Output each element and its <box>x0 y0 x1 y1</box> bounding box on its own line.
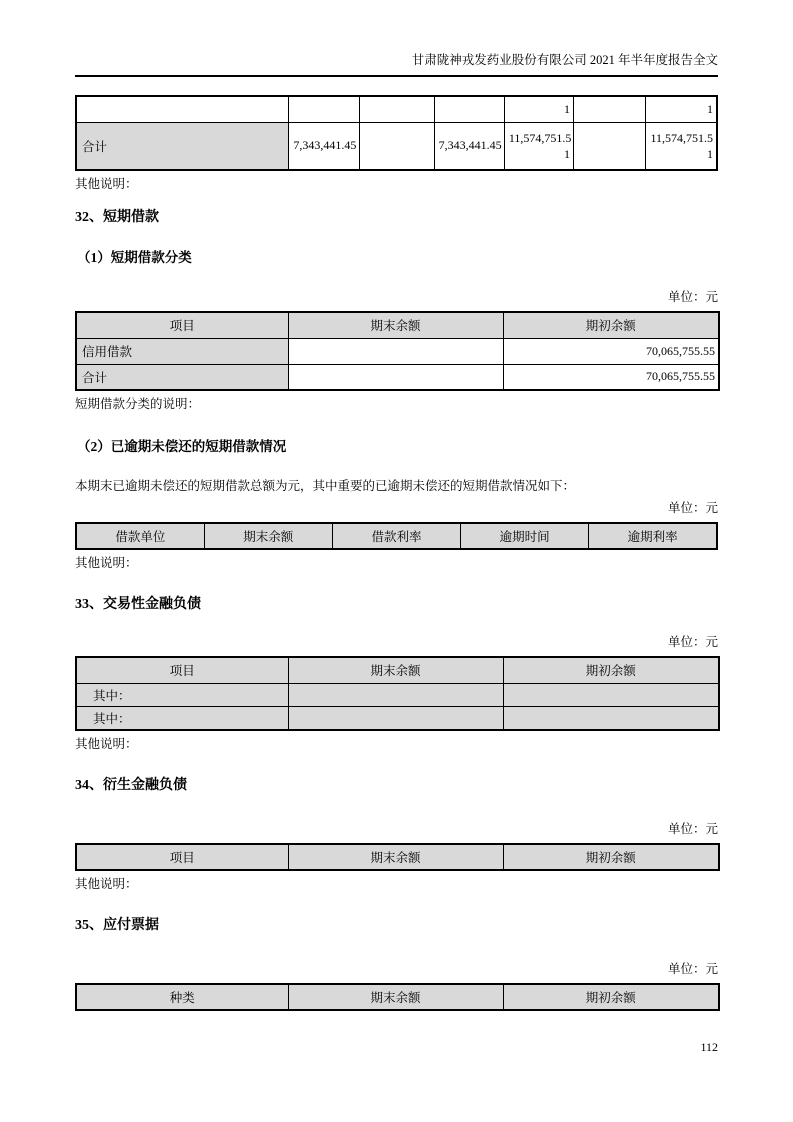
table-cell: 信用借款 <box>76 338 288 364</box>
table-row <box>76 364 719 390</box>
table-cell <box>574 96 646 122</box>
table-cell <box>504 122 573 170</box>
table-header-row <box>76 657 719 683</box>
column-header: 逾期时间 <box>461 523 589 549</box>
header-title: 甘肃陇神戎发药业股份有限公司 2021 年半年度报告全文 <box>411 53 718 67</box>
trading-liabilities-table <box>75 656 720 731</box>
overdue-loans-paragraph: 本期末已逾期未偿还的短期借款总额为元，其中重要的已逾期未偿还的短期借款情况如下： <box>75 479 576 493</box>
column-header: 期初余额 <box>503 844 719 870</box>
section-32-2-heading: （2）已逾期未偿还的短期借款情况 <box>77 439 287 454</box>
table-header-row <box>76 844 719 870</box>
table-cell: 1 <box>504 96 573 122</box>
other-notes-label: 其他说明： <box>75 177 138 191</box>
table-cell <box>288 338 503 364</box>
table-cell <box>288 683 503 706</box>
table-cell <box>646 122 717 170</box>
unit-label: 单位：元 <box>667 635 718 649</box>
notes-payable-table <box>75 983 720 1011</box>
table-header-row <box>76 984 719 1010</box>
document-header <box>75 0 718 77</box>
table-cell: 1 <box>646 96 717 122</box>
table-cell: 其中： <box>76 706 288 730</box>
column-header: 借款利率 <box>332 523 460 549</box>
table-row <box>76 338 719 364</box>
cell-line: 1 <box>707 146 713 161</box>
section-33-heading: 33、交易性金融负债 <box>75 597 201 612</box>
other-notes-label: 其他说明： <box>75 556 138 570</box>
table-row <box>76 122 717 170</box>
table-cell <box>288 364 503 390</box>
unit-label: 单位：元 <box>667 821 718 836</box>
overdue-loans-table <box>75 522 718 550</box>
column-header: 项目 <box>76 312 288 338</box>
table-cell: 70,065,755.55 <box>503 364 719 390</box>
table-cell <box>574 122 646 170</box>
table-cell <box>360 122 434 170</box>
table-cell: 其中： <box>76 683 288 706</box>
column-header: 期初余额 <box>503 312 719 338</box>
table-cell <box>503 706 719 730</box>
table-header-row <box>76 523 717 549</box>
derivative-liabilities-table <box>75 843 720 871</box>
loan-classification-table <box>75 311 720 391</box>
section-34-heading: 34、衍生金融负债 <box>75 777 187 793</box>
table-cell: 7,343,441.45 <box>434 122 504 170</box>
table-cell: 合计 <box>76 122 289 170</box>
column-header: 期末余额 <box>288 844 503 870</box>
table-cell <box>434 96 504 122</box>
column-header: 期末余额 <box>288 657 503 683</box>
column-header: 项目 <box>76 844 288 870</box>
column-header: 期初余额 <box>503 657 719 683</box>
cell-line: 1 <box>564 146 571 161</box>
classification-note-label: 短期借款分类的说明： <box>75 397 201 411</box>
table-row <box>76 96 717 122</box>
column-header: 借款单位 <box>76 523 204 549</box>
table-cell <box>360 96 434 122</box>
table-row <box>76 683 719 706</box>
table-cell <box>76 96 289 122</box>
section-32-heading: 32、短期借款 <box>75 210 159 225</box>
column-header: 期末余额 <box>204 523 332 549</box>
table-row <box>76 706 719 730</box>
column-header: 期初余额 <box>503 984 719 1010</box>
column-header: 期末余额 <box>288 312 503 338</box>
table-cell: 7,343,441.45 <box>289 122 360 170</box>
table-cell <box>503 683 719 706</box>
column-header: 种类 <box>76 984 288 1010</box>
unit-label: 单位：元 <box>667 961 718 976</box>
cell-line: 11,574,751.5 <box>650 130 713 145</box>
unit-label: 单位：元 <box>667 501 718 515</box>
table-cell: 合计 <box>76 364 288 390</box>
table-cell <box>288 706 503 730</box>
other-notes-label: 其他说明： <box>75 876 138 891</box>
cell-line: 11,574,751.5 <box>508 130 572 145</box>
table-header-row <box>76 312 719 338</box>
other-notes-label: 其他说明： <box>75 736 138 751</box>
table-cell <box>289 96 360 122</box>
table-cell: 70,065,755.55 <box>503 338 719 364</box>
column-header: 期末余额 <box>288 984 503 1010</box>
column-header: 逾期利率 <box>589 523 717 549</box>
continued-table <box>75 95 718 171</box>
section-35-heading: 35、应付票据 <box>75 917 159 933</box>
section-32-1-heading: （1）短期借款分类 <box>77 250 192 265</box>
unit-label: 单位：元 <box>667 290 718 304</box>
column-header: 项目 <box>76 657 288 683</box>
page-number: 112 <box>700 1040 718 1054</box>
